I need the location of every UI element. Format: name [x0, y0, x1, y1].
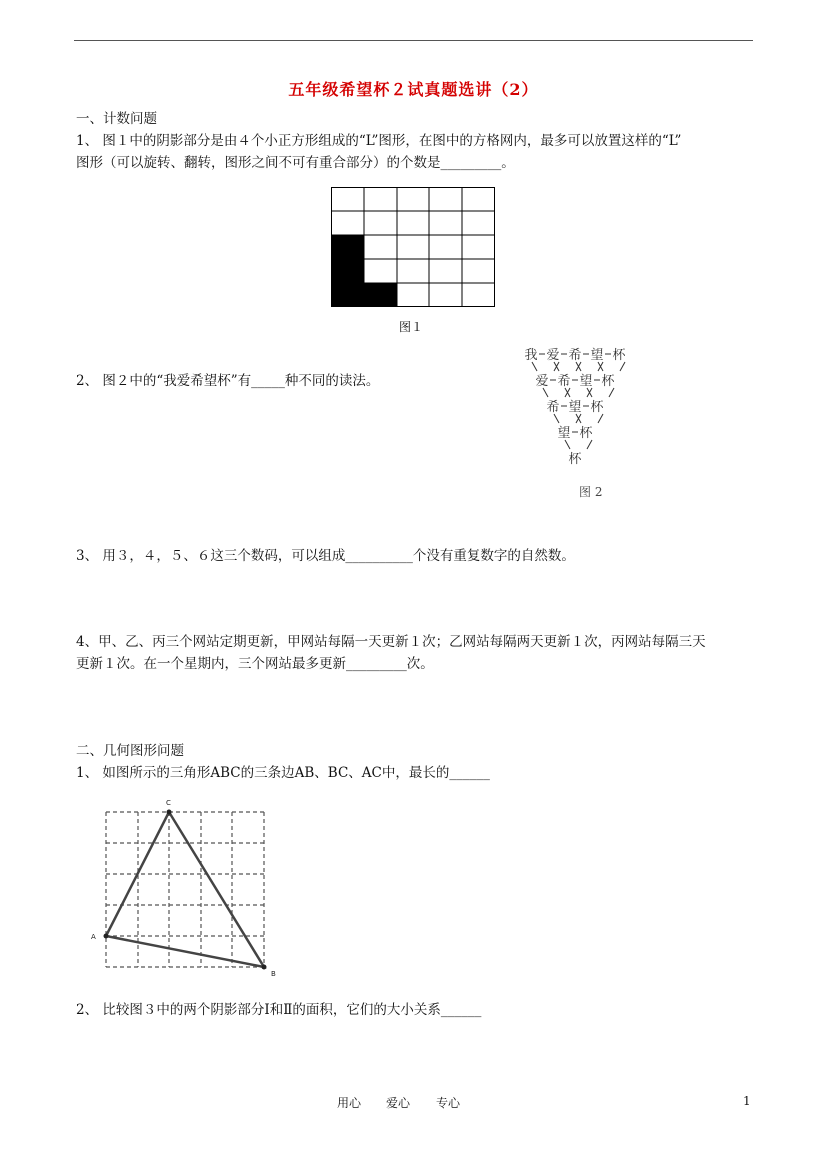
- header-rule: [74, 40, 753, 41]
- l-shape-foot: [364, 283, 397, 307]
- l-shape-vertical: [331, 235, 364, 307]
- section1-heading: 一、计数问题: [76, 111, 157, 127]
- q3-text: 3、 用３，４，５、６这三个数码，可以组成__________个没有重复数字的自然数。: [76, 548, 575, 564]
- char-r3-c1: 杯: [579, 426, 593, 441]
- char-r2-c2: 杯: [590, 400, 604, 415]
- char-r3-c0: 望: [557, 426, 571, 441]
- figure2-triangle: [515, 340, 665, 470]
- q1-line2: 图形（可以旋转、翻转，图形之间不可有重合部分）的个数是_________。: [76, 155, 515, 171]
- q2-text: 2、 图２中的“我爱希望杯”有_____种不同的读法。: [76, 373, 380, 389]
- char-r0-c1: 爱: [546, 348, 560, 363]
- geo-q2-text: 2、 比较图３中的两个阴影部分Ⅰ和Ⅱ的面积，它们的大小关系______: [76, 1002, 482, 1018]
- page-title: 五年级希望杯２试真题选讲（2）: [288, 80, 539, 99]
- footer-item-3: 专心: [436, 1096, 461, 1110]
- char-r1-c2: 望: [579, 374, 593, 389]
- q4-line1: 4、甲、乙、丙三个网站定期更新，甲网站每隔一天更新１次；乙网站每隔两天更新１次，丙网站每隔三天: [76, 634, 706, 650]
- char-r1-c3: 杯: [601, 374, 615, 389]
- vertex-label-c: C: [166, 799, 171, 807]
- char-r0-c3: 望: [590, 348, 604, 363]
- figure1-caption: 图１: [399, 320, 424, 334]
- q1-line1: 1、 图１中的阴影部分是由４个小正方形组成的“L”图形，在图中的方格网内，最多可以放置这样的“L”: [76, 133, 682, 149]
- char-r2-c1: 望: [568, 400, 582, 415]
- footer-item-2: 爱心: [386, 1096, 411, 1110]
- triangle-figure: [86, 790, 276, 980]
- char-r0-c2: 希: [568, 348, 582, 363]
- section2-heading: 二、几何图形问题: [76, 743, 184, 759]
- vertex-label-b: B: [271, 970, 276, 978]
- char-r0-c4: 杯: [612, 348, 626, 363]
- page-number: 1: [743, 1094, 751, 1108]
- char-r1-c1: 希: [557, 374, 571, 389]
- figure1-grid: [331, 187, 495, 307]
- q4-line2: 更新１次。在一个星期内，三个网站最多更新_________次。: [76, 656, 434, 672]
- char-r1-c0: 爱: [535, 374, 549, 389]
- footer-item-1: 用心: [337, 1096, 362, 1110]
- triangle-abc: [106, 812, 264, 967]
- geo-q1-text: 1、 如图所示的三角形ABC的三条边AB、BC、AC中，最长的______: [76, 765, 490, 781]
- char-r0-c0: 我: [524, 348, 538, 363]
- figure2-caption: 图 2: [579, 485, 603, 499]
- vertex-label-a: A: [91, 933, 96, 941]
- char-r2-c0: 希: [546, 400, 560, 415]
- char-r4-c0: 杯: [568, 452, 582, 467]
